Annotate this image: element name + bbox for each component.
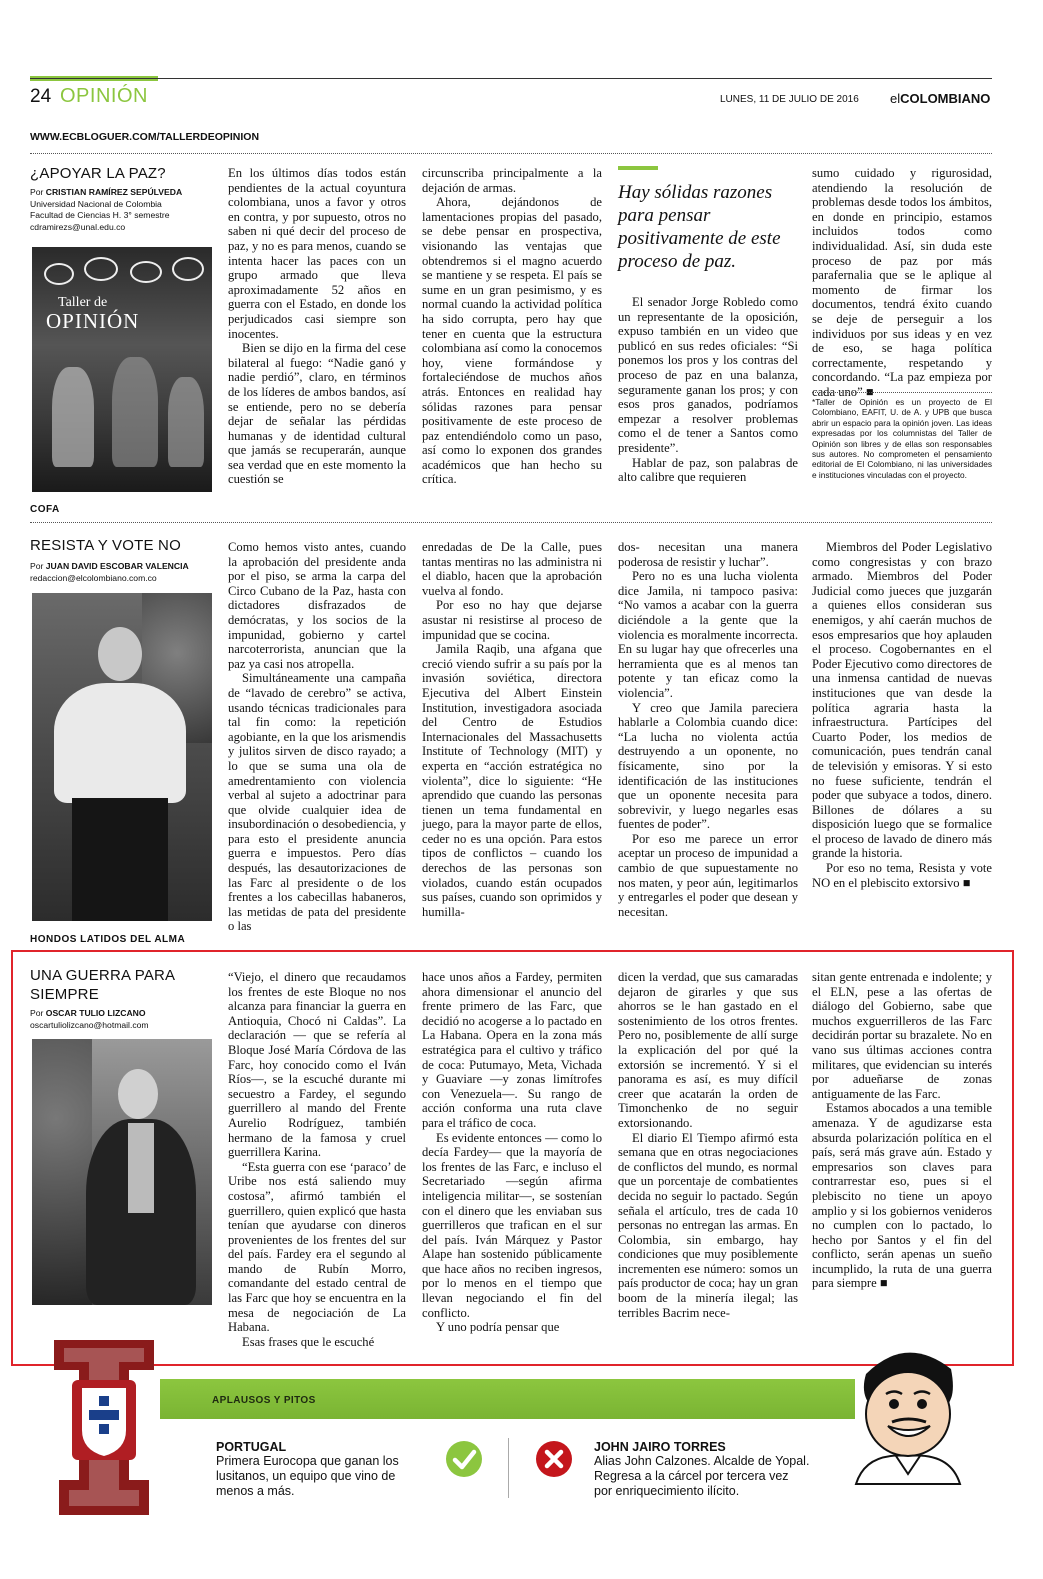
title-line: UNA GUERRA PARA xyxy=(30,967,176,984)
paragraph: El senador Jorge Robledo como un representante de la oposición, expuso también en un video que publicó en sus redes oficiales: “Si ponemos los pros y los contras del proceso de paz en una balanza, seguramente ganan los pros; y con esos pros ganados, podríamos empezar a resolver problemas como el de tener a Santos como presidente”. xyxy=(618,295,798,455)
article2-byline xyxy=(30,561,220,584)
logo-line1: Taller de xyxy=(58,295,108,310)
paragraph: dicen la verdad, que sus camaradas dejaron de girarles y que sus ahorros se le han gastado en el sostenimiento de los otros frentes. Pero no, posiblemente de allí surge la explicación del por qué la extorsión se incrementó. Y si el panorama es así, es muy difícil creer que acatarán la orden de Timonchenko de no seguir extorsionando. xyxy=(618,970,798,1130)
portugal-crest-icon xyxy=(44,1330,164,1520)
crowd-figure xyxy=(52,367,94,467)
brand-prefix: el xyxy=(890,91,901,106)
article3-column3 xyxy=(618,970,798,1354)
taller-de-opinion-logo xyxy=(32,247,212,492)
aplausos-label: APLAUSOS Y PITOS xyxy=(212,1395,316,1406)
footnote: *Taller de Opinión es un proyecto de El Colombiano, EAFIT, U. de A. y UPB que busca abrir un espacio para la opinión joven. Las ideas expresadas por los columnistas del Taller de Opinión son libres y de ellas son responsables sus autores. No comprometen el pensamiento editorial de El Colombiano, ni las universidades e instituciones vinculadas con el proyecto. xyxy=(812,397,992,480)
article2-column3 xyxy=(618,540,798,924)
paragraph: Y uno podría pensar que xyxy=(436,1320,560,1335)
speech-bubble-icon xyxy=(44,263,74,285)
article2-column1 xyxy=(228,540,406,934)
person-shirt xyxy=(128,1123,154,1213)
article2-title: RESISTA Y VOTE NO xyxy=(30,537,181,554)
negative-title: JOHN JAIRO TORRES xyxy=(594,1440,726,1454)
crowd-figure xyxy=(168,377,204,467)
brand-name: COLOMBIANO xyxy=(900,91,991,106)
article3-column2 xyxy=(422,970,602,1354)
section-label-cofa: COFA xyxy=(30,504,60,515)
paragraph: sitan gente entrenada e indolente; y el ELN, pese a las ofertas de diálogo del Gobierno, sabe que muchos exguerrilleros de las Farc decidirán portar su brazalete. No en vano sus últimas acciones contra militares, que evidencian su interés por adueñarse de zonas antiguamente de las Farc. xyxy=(812,970,992,1101)
article3-column1 xyxy=(228,970,406,1354)
paragraph: “Viejo, el dinero que recaudamos los frentes de este Bloque no nos alcanza para financiar la guerra en Antioquia, Chocó ni Caldas”. La declaración — que se refería al Bloque José María Córdova de las Farc, hoy conocido como el Iván Ríos—, se la escuché durante mi secuestro a Fardey, el segundo guerrillero al mando del Frente Aurelio Rodríguez, también hermano de la famosa y cruel guerrillera Karina. xyxy=(228,970,406,1160)
article1-column4 xyxy=(812,166,992,399)
author-email: cdramirezs@unal.edu.co xyxy=(30,221,126,232)
title-line: SIEMPRE xyxy=(30,986,99,1003)
article1-column3 xyxy=(618,295,798,500)
paragraph: Pero no es una lucha violenta dice Jamila, ni tampoco pasiva: “No vamos a acabar con la guerra diciéndole a la gente que la violencia es moralmente incorrecta. En su lugar hay que ofrecerles una herramienta que es al menos tan potente y tan eficaz como la violencia”. xyxy=(618,569,798,700)
paragraph: Hablar de paz, son palabras de alto calibre que requieren xyxy=(618,455,798,485)
paragraph: Y creo que Jamila pareciera hablarle a Colombia cuando dice: “La lucha no violenta actúa destruyendo a un oponente, no físicamente, sino por la identificación de las instituciones que un oponente necesita para sobrevivir, y luego negarles esas fuentes de poder”. xyxy=(618,700,798,832)
article1-column1 xyxy=(228,166,406,500)
author-photo xyxy=(32,1039,212,1305)
positive-title: PORTUGAL xyxy=(216,1440,287,1454)
paragraph: hace unos años a Fardey, permiten ahora dimensionar el anuncio del frente primero de las Farc, que decidió no acogerse a lo pactado en La Habana. Opera en la zona más estratégica para el cultivo y tráfico de coca: Putumayo, Meta, Vichada y Guaviare —y zonas limítrofes con Venezuela—. Su rango de acción conforma una ruta clave para el tráfico de coca. xyxy=(422,970,602,1130)
speech-bubble-icon xyxy=(172,257,204,281)
paragraph: circunscriba principalmente a la dejación de armas. xyxy=(422,166,602,195)
article3-column4 xyxy=(812,970,992,1354)
paragraph: Ahora, dejándonos de lamentaciones propias del pasado, se debe pensar en prospectiva, visionando las ventajas que obtendremos si el magno acuerdo se mantiene y se respeta. El país se sume en un gran pesimismo, y es normal cuando la actividad política ha sido corrupta, pero hay que tener en cuenta que la estructura colombiana así como la conocemos hoy, viene formándose y fortaleciéndose de muchos años atrás. Entonces en realidad hay sólidas razones para pensar positivamente de este proceso de paz entendiéndolo como un paso, así como lo exponen dos grandes académicos que han hecho su crítica. xyxy=(422,195,602,487)
issue-date: LUNES, 11 DE JULIO DE 2016 xyxy=(720,94,859,105)
person-shirt xyxy=(54,683,186,803)
paragraph: Miembros del Poder Legislativo como congresistas y con brazo armado. Miembros del Poder Judicial como jueces que juzgarán a quienes ellos consideran sus enemigos, y ahí caerán muchos de esos empresarios que hoy aplauden el proceso. Cogobernantes en el Poder Ejecutivo como directores de una inmensa cantidad de nuevas instituciones que van desde la política agraria hasta la infraestructura. Partícipes del Cuarto Poder, los medios de comunicación, pues tendrán canal de televisión y emisoras. Y si esto no fuese suficiente, tendrán el poder que subyace a todos, dinero. Billones de dólares a su disposición luego que se formalice el proceso de lavado de dinero más grande la historia. xyxy=(812,540,992,861)
paragraph: Simultáneamente una campaña de “lavado de cerebro” se activa, usando técnicas tradicionales para tal fin como: la repetición agobiante, en la que los arismendis y julitos sirven de disco rayado; a lo que se suma una ola de amedrentamiento con violencia verbal al sujeto a adoctrinar para que olvide cualquier idea de insubordinación o desobediencia, y para esto el presidente anuncia guerra e impuestos. Pero días después, las desautorizaciones de las Farc al presidente o de los frentes a los cabecillas habaneros, las metidas de pata del presidente o las xyxy=(228,671,406,934)
author-photo xyxy=(32,593,212,921)
paragraph: dos- necesitan una manera poderosa de resistir y luchar”. xyxy=(618,540,798,569)
speech-bubble-icon xyxy=(130,261,162,283)
paragraph: Jamila Raqib, una afgana que creció viendo sufrir a su país por la invasión soviética, directora Ejecutiva del Albert Einstein Institution, investigadora asociada del Centro de Estudios Internacionales del Massachusetts Institute of Technology (MIT) y experta en “acción estratégica no violenta”, dice lo siguiente: “He aprendido que cuando las personas tienen un tema fundamental en juego, para la mayor parte de ellos, ceder no es una opción. Para estos tipos de conflictos – cuando los derechos de las personas son violados, cuando están ocupados sus países, cuando son oprimidos y humilla- xyxy=(422,642,602,919)
foliage xyxy=(32,1039,92,1305)
paragraph: Por eso no tema, Resista y vote NO en el plebiscito extorsivo ■ xyxy=(812,861,992,890)
column-separator xyxy=(508,1438,509,1498)
byline-prefix: Por xyxy=(30,1008,46,1018)
pull-quote: Hay sólidas razones para pensar positivamente de este proceso de paz. xyxy=(618,182,781,272)
author-email: oscartuliolizcano@hotmail.com xyxy=(30,1019,149,1030)
article2-column4 xyxy=(812,540,992,924)
byline-prefix: Por xyxy=(30,561,46,571)
paragraph: enredadas de De la Calle, pues tantas mentiras no las administra ni el diablo, hacen que la aprobación vuelva al fondo. xyxy=(422,540,602,598)
positive-text: Primera Eurocopa que ganan los lusitanos, un equipo que vino de menos a más. xyxy=(216,1454,399,1498)
paragraph: Esas frases que le escuché xyxy=(242,1334,375,1349)
paragraph: El diario El Tiempo afirmó esta semana que en otras negociaciones de conflictos del mundo, es normal que un porcentaje de combatientes decida no seguir lo pactado. Según señala el artículo, tres de cada 10 personas no entregan las armas. En Colombia, sin embargo, hay condiciones que muy posiblemente incrementen ese número: somos un país productor de coca; hay un gran boom de la minería ilegal; las terribles Bacrim nece- xyxy=(618,1130,798,1320)
article1-title: ¿APOYAR LA PAZ? xyxy=(30,165,166,182)
check-icon xyxy=(446,1441,482,1477)
author-name: JUAN DAVID ESCOBAR VALENCIA xyxy=(45,561,189,571)
article2-column2 xyxy=(422,540,602,924)
paragraph: Es evidente entonces — como lo decía Fardey— que la mayoría de los frentes de las Farc, e incluso el Secretariado —según afirma inteligencia militar—, se sostenían con el dinero que les enviaban sus guerrilleros que trafican en el sur del país. Iván Márquez y Pastor Alape han sostenido públicamente que hace años no reciben ingresos, por lo menos en el tiempo que llevan negociando el fin del conflicto. xyxy=(422,1130,602,1320)
divider xyxy=(30,522,992,523)
article1-column2 xyxy=(422,166,602,500)
author-affiliation: Universidad Nacional de Colombia xyxy=(30,198,162,209)
divider xyxy=(812,392,992,393)
article3-title xyxy=(30,966,175,1004)
pull-quote-accent xyxy=(618,166,658,170)
paragraph: sumo cuidado y rigurosidad, atendiendo la resolución de problemas desde todos los ámbitos, en donde en principio, estamos incluidos todos como individualidad. Así, sin duda este proceso de paz por más parafernalia que se le aplique al momento de firmar los documentos, tendrá éxito cuando se deje de perseguir a los individuos por sus ideas y en vez de eso, se haga política correctamente, respetando y concordando. “La paz empieza por cada uno” ■ xyxy=(812,166,992,399)
author-name: OSCAR TULIO LIZCANO xyxy=(45,1008,146,1018)
author-name: CRISTIAN RAMÍREZ SEPÚLVEDA xyxy=(45,187,183,197)
paragraph: Como hemos visto antes, cuando la aprobación del presidente anda por el piso, se arma la carpa del Circo Cubano de la Paz, hasta con dictadores disfrazados de demócratas, y los socios de la impunidad, gobierno y cartel narcoterrorista, anuncian que la paz ya casi nos atropella. xyxy=(228,540,406,671)
author-email: redaccion@elcolombiano.com.co xyxy=(30,572,157,583)
speech-bubble-icon xyxy=(84,257,118,281)
crowd-figure xyxy=(112,357,158,467)
paragraph: Bien se dijo en la firma del cese bilateral al fuego: “Nadie ganó y nadie perdió”, claro, en términos de los líderes de ambos bandos, así se entiende, pero no se debería dejar de señalar las pérdidas humanas y de identidad cultural que jamás se recuperarán, aunque sea verdad que en este momento la cuestión se xyxy=(228,341,406,487)
author-faculty: Facultad de Ciencias H. 3° semestre xyxy=(30,210,170,220)
negative-text: Alias John Calzones. Alcalde de Yopal. Regresa a la cárcel por tercera vez por enriquecimiento ilícito. xyxy=(594,1454,810,1498)
divider xyxy=(30,153,992,154)
page-number: 24 xyxy=(30,86,52,107)
cross-icon xyxy=(536,1441,572,1477)
section-url: WWW.ECBLOGUER.COM/TALLERDEOPINION xyxy=(30,131,260,143)
person-legs xyxy=(72,798,168,921)
logo-line2: OPINIÓN xyxy=(46,309,140,333)
section-label-hondos: HONDOS LATIDOS DEL ALMA xyxy=(30,934,186,945)
paragraph: Estamos abocados a una temible amenaza. Y de agudizarse esta absurda polarización política en el país, será más grave aún. Estado y empresarios son claves para contrarrestar eso, pues si el plebiscito no tiene un apoyo amplio y si los gobiernos venideros no cumplen con lo pactado, lo hecho por Santos y el fin del conflicto, serán apenas un sueño incumplido, la ruta de una guerra para siempre ■ xyxy=(812,1101,992,1291)
person-head xyxy=(118,1069,158,1119)
paragraph: Por eso no hay que dejarse asustar ni resistirse al proceso de impunidad que se cocina. xyxy=(422,598,602,642)
paragraph: “Esta guerra con ese ‘paraco’ de Uribe nos está saliendo muy costosa”, afirmó también el guerrillero, quien explicó que hasta tenían que ayudarse con dineros provenientes de los frentes del sur del país. Fardey era el segundo al mando de Rubín Morro, comandante del estado central de las Farc que hoy se encuentra en la mesa de negociación de La Habana. xyxy=(228,1159,406,1335)
article1-byline xyxy=(30,187,220,233)
brand-logo xyxy=(890,91,990,106)
paragraph: En los últimos días todos están pendientes de la actual coyuntura colombiana, unos a favor y otros en contra, y por supuesto, otros no saben ni qué decir del proceso de paz, y no es para menos, cuando se intenta hacer las paces con un grupo armado que lleva aproximadamente 52 años en guerra con el Estado, en donde los perjudicados casi siempre son inocentes. xyxy=(228,166,406,341)
article3-byline xyxy=(30,1008,220,1031)
person-head xyxy=(98,627,142,681)
paragraph: Por eso me parece un error aceptar un proceso de impunidad a cambio de que supuestamente no nos maten, y peor aún, legitimarlos y entregarles el poder que desean y necesitan. xyxy=(618,831,798,919)
caricature-illustration xyxy=(836,1334,976,1484)
byline-prefix: Por xyxy=(30,187,46,197)
section-title: OPINIÓN xyxy=(60,85,148,107)
header-rule xyxy=(30,78,992,79)
